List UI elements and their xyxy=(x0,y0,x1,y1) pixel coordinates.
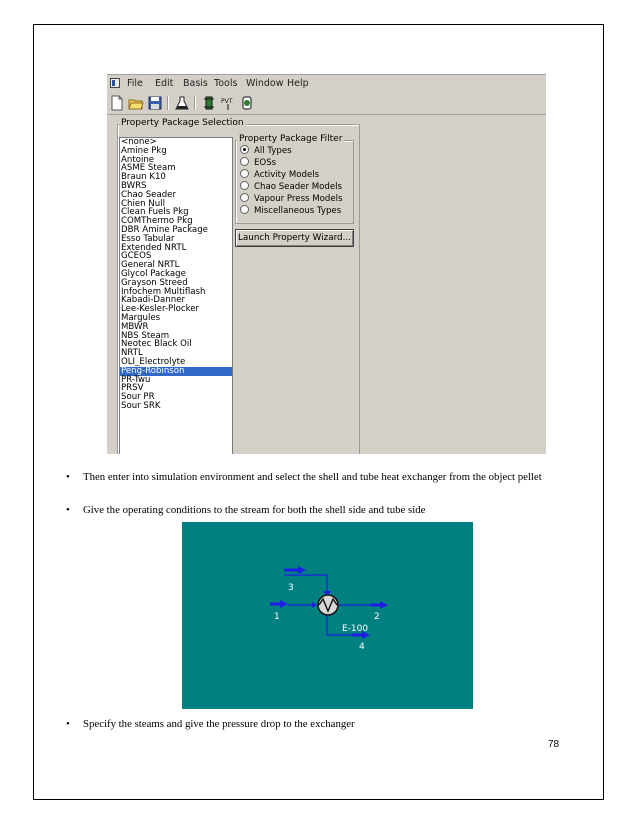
stream-label-2: 2 xyxy=(374,612,380,622)
property-package-item[interactable]: Esso Tabular xyxy=(121,233,175,244)
property-package-item[interactable]: Neotec Black Oil xyxy=(121,339,192,350)
bullet-dot-icon: • xyxy=(66,504,70,516)
property-package-item[interactable]: Sour PR xyxy=(121,392,155,403)
panel-divider xyxy=(359,124,360,454)
filter-miscellaneous-types[interactable]: Miscellaneous Types xyxy=(240,206,341,217)
new-file-icon[interactable] xyxy=(109,95,125,111)
property-package-item[interactable]: Peng-Robinson xyxy=(120,367,232,376)
page-number: 78 xyxy=(548,739,560,750)
property-package-item[interactable]: MBWR xyxy=(121,321,149,332)
filter-all-types[interactable]: All Types xyxy=(240,146,292,157)
radio-selected-icon[interactable] xyxy=(240,145,249,154)
property-package-item[interactable]: Infochem Multiflash xyxy=(121,286,206,297)
column-icon[interactable] xyxy=(201,95,217,111)
property-package-selection-title: Property Package Selection xyxy=(121,118,244,128)
stream-1[interactable] xyxy=(270,600,317,608)
property-package-item[interactable]: Kabadi-Danner xyxy=(121,295,186,306)
menu-file[interactable]: File xyxy=(127,78,143,89)
bullet-text: Give the operating conditions to the stream for both the shell side and tube side xyxy=(83,504,426,516)
radio-icon[interactable] xyxy=(240,181,249,190)
filter-activity-models[interactable]: Activity Models xyxy=(240,170,319,181)
property-package-item[interactable]: COMThermo Pkg xyxy=(121,216,193,227)
property-package-item[interactable]: Sour SRK xyxy=(121,400,161,411)
property-package-item[interactable]: <none> xyxy=(121,137,157,147)
property-package-item[interactable]: Clean Fuels Pkg xyxy=(121,207,189,218)
stream-2[interactable] xyxy=(339,601,388,609)
filter-vapour-press-models[interactable]: Vapour Press Models xyxy=(240,194,343,205)
bullet-dot-icon: • xyxy=(66,471,70,483)
save-icon[interactable] xyxy=(147,95,163,111)
toolbar-separator xyxy=(194,96,196,110)
property-package-item[interactable]: PR-Twu xyxy=(121,374,151,385)
toolbar-separator xyxy=(167,96,169,110)
filter-eoss[interactable]: EOSs xyxy=(240,158,276,169)
bullet-dot-icon: • xyxy=(66,718,70,730)
property-package-item[interactable]: BWRS xyxy=(121,180,147,191)
toolbar xyxy=(107,92,546,115)
menu-edit[interactable]: Edit xyxy=(155,78,174,89)
open-folder-icon[interactable] xyxy=(128,95,144,111)
property-package-item[interactable]: Grayson Streed xyxy=(121,277,188,288)
menu-bar xyxy=(107,74,546,93)
hysys-screenshot xyxy=(107,74,546,454)
bullet-text: Specify the steams and give the pressure drop to the exchanger xyxy=(83,718,355,730)
filter-chao-seader-models[interactable]: Chao Seader Models xyxy=(240,182,342,193)
exchanger-label: E-100 xyxy=(342,624,369,634)
hx-icon[interactable] xyxy=(239,95,255,111)
property-package-filter-title: Property Package Filter xyxy=(239,134,343,144)
property-package-item[interactable]: Chien Null xyxy=(121,198,165,209)
pfd-canvas xyxy=(182,522,473,709)
property-package-item[interactable]: PRSV xyxy=(121,383,144,394)
bullet-text: Then enter into simulation environment and select the shell and tube heat exchanger from the object pellet xyxy=(83,471,542,483)
heat-exchanger-icon[interactable] xyxy=(318,595,338,615)
radio-icon[interactable] xyxy=(240,169,249,178)
radio-icon[interactable] xyxy=(240,205,249,214)
radio-icon[interactable] xyxy=(240,157,249,166)
stream-label-1: 1 xyxy=(274,612,280,622)
pvt-icon[interactable] xyxy=(220,95,236,111)
property-package-item[interactable]: Chao Seader xyxy=(121,189,176,200)
flask-icon[interactable] xyxy=(174,95,190,111)
property-package-item[interactable]: Extended NRTL xyxy=(121,242,187,253)
property-package-item[interactable]: NBS Steam xyxy=(121,330,170,341)
property-package-item[interactable]: General NRTL xyxy=(121,260,180,271)
property-package-item[interactable]: Margules xyxy=(121,312,161,323)
property-package-item[interactable]: NRTL xyxy=(121,348,143,359)
menu-tools[interactable]: Tools xyxy=(214,78,238,89)
property-package-item[interactable]: Braun K10 xyxy=(121,172,166,183)
launch-property-wizard-button[interactable]: Launch Property Wizard... xyxy=(235,229,354,247)
radio-icon[interactable] xyxy=(240,193,249,202)
property-package-item[interactable]: Lee-Kesler-Plocker xyxy=(121,304,200,315)
property-package-item[interactable]: Antoine xyxy=(121,154,155,165)
property-package-item[interactable]: Glycol Package xyxy=(121,268,186,279)
property-package-item[interactable]: Amine Pkg xyxy=(121,145,167,156)
property-package-list[interactable] xyxy=(119,137,233,454)
property-package-item[interactable]: DBR Amine Package xyxy=(121,224,208,235)
stream-label-3: 3 xyxy=(288,583,294,593)
stream-label-4: 4 xyxy=(359,642,365,652)
menu-basis[interactable]: Basis xyxy=(183,78,208,89)
property-package-item[interactable]: OLI_Electrolyte xyxy=(121,356,186,367)
menu-window[interactable]: Window xyxy=(246,78,284,89)
app-icon xyxy=(110,78,120,88)
property-package-item[interactable]: GCEOS xyxy=(121,251,152,262)
menu-help[interactable]: Help xyxy=(287,78,309,89)
pvt-label: PVT xyxy=(221,98,233,105)
process-flow-diagram xyxy=(182,522,473,709)
property-package-item[interactable]: ASME Steam xyxy=(121,163,176,174)
